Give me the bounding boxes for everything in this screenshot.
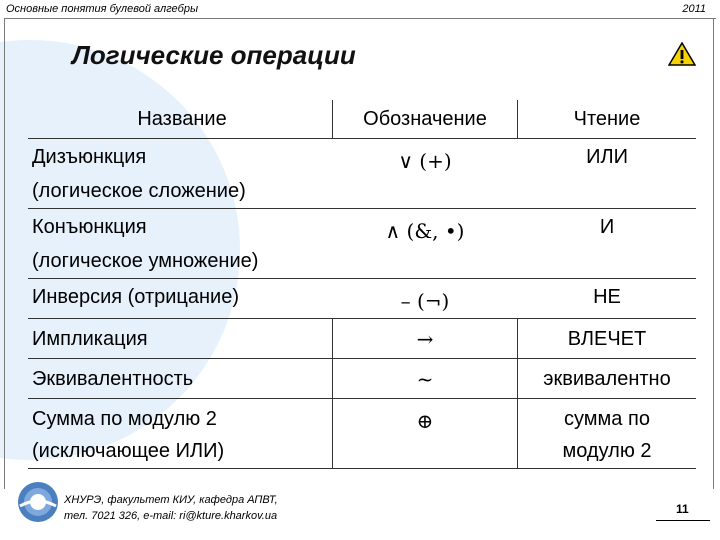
university-logo	[16, 480, 60, 524]
row-symbol: ~	[416, 367, 434, 391]
row-symbol: ∧ (&, •)	[385, 219, 465, 243]
table-rule	[28, 278, 696, 279]
frame-left-border	[4, 19, 5, 489]
header-subject: Основные понятия булевой алгебры	[6, 3, 199, 15]
row-reading: НЕ	[593, 286, 621, 308]
table-rule	[28, 358, 696, 359]
table-vrule	[332, 318, 333, 468]
row-name-sub: (логическое сложение)	[32, 180, 246, 202]
table-rule	[28, 318, 696, 319]
row-name: Инверсия (отрицание)	[32, 286, 240, 308]
row-reading: эквивалентно	[543, 368, 671, 390]
row-name: Конъюнкция	[32, 216, 147, 238]
table-rule	[28, 398, 696, 399]
row-symbol: ∨ (+)	[398, 149, 452, 173]
row-reading: ВЛЕЧЕТ	[567, 328, 647, 350]
header-reading: Чтение	[573, 108, 641, 130]
slide-title: Логические операции	[72, 40, 356, 70]
table-vrule	[332, 100, 333, 138]
footer-line-2: тел. 7021 326, e-mail: ri@kture.kharkov.ua	[64, 510, 278, 522]
row-reading: сумма по	[564, 408, 650, 430]
footer-contacts	[64, 492, 278, 524]
header-divider	[4, 18, 716, 19]
row-symbol: →	[416, 327, 434, 351]
page-number: 11	[676, 502, 689, 516]
row-name: Дизъюнкция	[32, 146, 147, 168]
header-name: Название	[137, 108, 227, 130]
row-symbol: – (¬)	[400, 289, 450, 313]
row-reading: ИЛИ	[586, 146, 628, 168]
row-name: Эквивалентность	[32, 368, 194, 390]
warning-icon	[668, 42, 696, 66]
header-year: 2011	[682, 3, 706, 15]
page-number-rule	[656, 520, 710, 521]
table-vrule	[517, 100, 518, 138]
row-name: Импликация	[32, 328, 148, 350]
table-vrule	[517, 318, 518, 468]
row-reading-sub: модулю 2	[562, 440, 652, 462]
row-name-sub: (логическое умножение)	[32, 250, 259, 272]
row-reading: И	[599, 216, 615, 238]
row-symbol: ⊕	[416, 409, 434, 433]
table-rule	[28, 208, 696, 209]
header-symbol: Обозначение	[363, 108, 487, 130]
table-rule	[28, 468, 696, 469]
footer-line-1: ХНУРЭ, факультет КИУ, кафедра АПВТ,	[64, 494, 278, 506]
frame-right-border	[713, 19, 714, 489]
row-name: Сумма по модулю 2	[32, 408, 217, 430]
table-rule	[28, 138, 696, 139]
row-name-sub: (исключающее ИЛИ)	[32, 440, 225, 462]
